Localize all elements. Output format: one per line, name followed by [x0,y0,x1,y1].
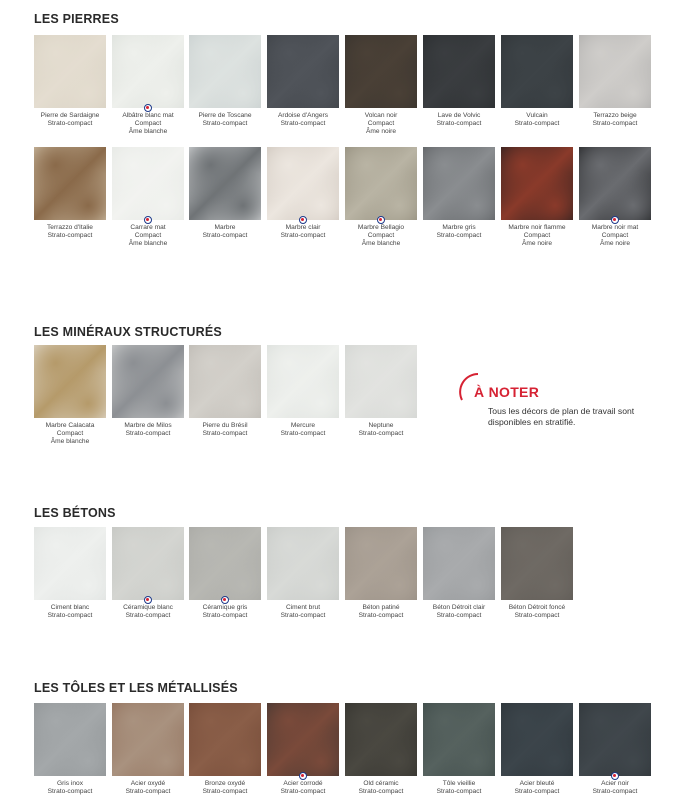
decor-texture [112,527,184,600]
decor-caption [345,224,417,249]
decor-caption [345,604,417,620]
decor-caption [189,112,261,128]
decor-swatch [579,147,651,249]
decor-texture [501,703,573,776]
decor-swatch [189,703,261,796]
decor-spec: Strato-compact [358,430,404,438]
decor-texture [345,147,417,220]
decor-caption [267,780,339,796]
decor-caption [112,422,184,438]
decor-name: Céramique gris [202,604,248,611]
decor-name: Marbre clair [285,224,321,231]
decor-swatch [345,345,417,438]
decor-swatch [423,35,495,128]
note-text: Tous les décors de plan de travail sont disponibles en stratifié. [488,406,635,427]
decor-texture [267,527,339,600]
decor-spec: Strato-compact [125,612,171,620]
decor-caption [34,604,106,620]
note-title: À NOTER [474,384,540,400]
decor-swatch [501,703,573,796]
decor-caption [112,112,184,137]
decor-texture [189,527,261,600]
decor-caption [423,780,495,796]
decor-texture [423,147,495,220]
decor-name: Pierre de Toscane [198,112,252,119]
decor-spec: Strato-compact [47,788,93,796]
decor-spec: Strato-compact [280,232,326,240]
decor-caption [267,112,339,128]
decor-swatch [189,147,261,240]
decor-caption [423,112,495,128]
decor-spec: Strato-compact [358,612,404,620]
decor-spec: Âme blanche [128,128,168,136]
decor-swatch [112,345,184,438]
decor-caption [267,604,339,620]
made-in-france-badge-icon [377,216,385,224]
decor-swatch [267,345,339,438]
decor-spec: Strato-compact [436,232,482,240]
decor-spec: Compact [367,232,395,240]
decor-spec: Strato-compact [202,788,248,796]
decor-texture [267,147,339,220]
decor-name: Mercure [290,422,316,429]
decor-swatch [189,527,261,620]
decor-caption [579,112,651,128]
decor-name: Marbre noir mat [591,224,639,231]
decor-spec: Strato-compact [280,120,326,128]
decor-name: Béton Détroit foncé [508,604,566,611]
decor-texture [345,345,417,418]
decor-spec: Strato-compact [202,120,248,128]
decor-swatch [34,35,106,128]
decor-name: Old céramic [363,780,399,787]
decor-name: Acier corrodé [283,780,323,787]
decor-texture [579,147,651,220]
decor-name: Marbre de Milos [124,422,172,429]
decor-spec: Strato-compact [436,120,482,128]
decor-texture [267,35,339,108]
decor-spec: Strato-compact [47,612,93,620]
decor-caption [189,604,261,620]
decor-name: Marbre Bellagio [357,224,405,231]
decor-swatch [267,147,339,240]
decor-swatch [189,35,261,128]
decor-swatch [34,703,106,796]
section-title-betons: LES BÉTONS [34,506,116,520]
decor-swatch [112,35,184,137]
made-in-france-badge-icon [144,104,152,112]
decor-swatch [112,703,184,796]
decor-name: Céramique blanc [123,604,173,611]
decor-swatch [189,345,261,438]
decor-texture [423,527,495,600]
decor-spec: Strato-compact [514,612,560,620]
decor-name: Lave de Volvic [437,112,481,119]
decor-texture [112,703,184,776]
decor-texture [34,527,106,600]
decor-spec: Âme blanche [361,240,401,248]
decor-texture [345,35,417,108]
decor-texture [579,35,651,108]
decor-swatch [579,35,651,128]
made-in-france-badge-icon [611,216,619,224]
decor-texture [34,35,106,108]
decor-spec: Strato-compact [202,612,248,620]
decor-caption [267,422,339,438]
decor-caption [501,604,573,620]
decor-texture [34,147,106,220]
decor-swatch [579,703,651,796]
decor-texture [423,35,495,108]
decor-swatch [345,147,417,249]
decor-caption [501,780,573,796]
decor-spec: Compact [134,120,162,128]
decor-name: Ciment blanc [50,604,90,611]
decor-texture [189,703,261,776]
decor-name: Marbre noir flamme [508,224,566,231]
decor-texture [345,527,417,600]
made-in-france-badge-icon [144,596,152,604]
decor-spec: Strato-compact [592,788,638,796]
decor-caption [345,422,417,438]
decor-spec: Strato-compact [436,788,482,796]
decor-caption [267,224,339,240]
decor-spec: Strato-compact [125,430,171,438]
decor-swatch [34,147,106,240]
decor-swatch [423,703,495,796]
made-in-france-badge-icon [299,216,307,224]
decor-caption [112,224,184,249]
decor-caption [501,224,573,249]
decor-swatch [34,527,106,620]
decor-swatch [501,147,573,249]
decor-caption [34,112,106,128]
decor-spec: Compact [367,120,395,128]
decor-caption [112,780,184,796]
decor-caption [423,224,495,240]
decor-caption [189,422,261,438]
decor-spec: Compact [134,232,162,240]
decor-swatch [267,35,339,128]
decor-swatch [112,527,184,620]
decor-name: Volcan noir [364,112,398,119]
decor-name: Marbre Calacata [45,422,95,429]
decor-texture [267,703,339,776]
decor-texture [189,35,261,108]
decor-caption [501,112,573,128]
decor-name: Ardoise d'Angers [277,112,328,119]
decor-name: Acier oxydé [130,780,166,787]
decor-swatch [345,527,417,620]
made-in-france-badge-icon [144,216,152,224]
decor-swatch [501,527,573,620]
decor-spec: Strato-compact [358,788,404,796]
decor-name: Terrazzo beige [593,112,637,119]
decor-caption [345,780,417,796]
made-in-france-badge-icon [611,772,619,780]
decor-texture [501,147,573,220]
decor-caption [34,780,106,796]
decor-spec: Strato-compact [202,430,248,438]
decor-name: Béton patiné [362,604,400,611]
decor-name: Ciment brut [285,604,321,611]
decor-spec: Âme noire [599,240,631,248]
decor-caption [579,224,651,249]
decor-name: Terrazzo d'Italie [47,224,93,231]
decor-spec: Strato-compact [202,232,248,240]
decor-spec: Âme blanche [128,240,168,248]
decor-name: Pierre de Sardaigne [40,112,100,119]
decor-swatch [423,527,495,620]
decor-spec: Strato-compact [47,232,93,240]
decor-spec: Âme noire [365,128,397,136]
decor-caption [189,780,261,796]
decor-caption [345,112,417,137]
decor-swatch [423,147,495,240]
decor-name: Bronze oxydé [204,780,246,787]
decor-spec: Strato-compact [280,430,326,438]
decor-spec: Compact [523,232,551,240]
decor-texture [34,703,106,776]
decor-texture [112,35,184,108]
decor-caption [579,780,651,796]
decor-swatch [501,35,573,128]
made-in-france-badge-icon [299,772,307,780]
decor-texture [423,703,495,776]
decor-name: Carrare mat [130,224,166,231]
decor-spec: Strato-compact [514,788,560,796]
decor-spec: Strato-compact [592,120,638,128]
decor-spec: Strato-compact [280,612,326,620]
decor-swatch [112,147,184,249]
decor-spec: Âme noire [521,240,553,248]
decor-name: Albâtre blanc mat [122,112,174,119]
decor-swatch [34,345,106,447]
decor-texture [112,147,184,220]
decor-spec: Strato-compact [436,612,482,620]
decor-spec: Strato-compact [47,120,93,128]
decor-swatch [345,35,417,137]
decor-name: Marbre gris [442,224,476,231]
decor-spec: Compact [601,232,629,240]
decor-name: Tôle vieillie [442,780,476,787]
decor-caption [34,422,106,447]
decor-texture [267,345,339,418]
decor-caption [112,604,184,620]
decor-spec: Strato-compact [125,788,171,796]
decor-texture [501,35,573,108]
decor-texture [34,345,106,418]
decor-texture [501,527,573,600]
decor-swatch [267,527,339,620]
decor-name: Neptune [368,422,394,429]
decor-texture [189,345,261,418]
decor-spec: Strato-compact [280,788,326,796]
decor-name: Vulcain [526,112,548,119]
decor-texture [345,703,417,776]
section-title-pierres: LES PIERRES [34,12,119,26]
decor-name: Acier bleuté [519,780,555,787]
decor-name: Marbre [214,224,236,231]
made-in-france-badge-icon [221,596,229,604]
section-title-mineraux: LES MINÉRAUX STRUCTURÉS [34,325,222,339]
decor-caption [34,224,106,240]
decor-spec: Âme blanche [50,438,90,446]
decor-caption [189,224,261,240]
decor-swatch [345,703,417,796]
decor-swatch [267,703,339,796]
decor-texture [189,147,261,220]
decor-spec: Compact [56,430,84,438]
decor-texture [579,703,651,776]
decor-name: Béton Détroit clair [432,604,486,611]
section-title-toles: LES TÔLES ET LES MÉTALLISÉS [34,681,238,695]
decor-name: Gris inox [56,780,83,787]
decor-caption [423,604,495,620]
decor-spec: Strato-compact [514,120,560,128]
decor-name: Pierre du Brésil [202,422,248,429]
decor-name: Acier noir [601,780,629,787]
decor-texture [112,345,184,418]
